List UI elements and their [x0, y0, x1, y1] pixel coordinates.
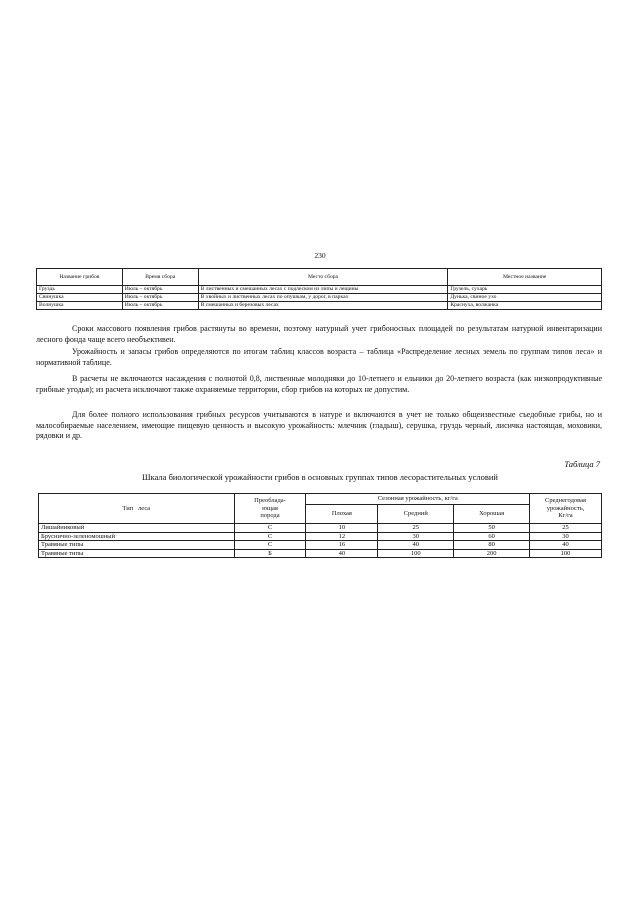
header-collection-time: Время сбора [122, 269, 198, 286]
cell-name: Груздь [37, 286, 123, 294]
table-header-row [39, 494, 602, 505]
header-good: Хорошая [454, 505, 530, 524]
cell-name: Свинушка [37, 294, 123, 302]
cell-name: Волнушка [37, 302, 123, 310]
table-label: Таблица 7 [564, 459, 600, 469]
header-collection-place: Место сбора [198, 269, 448, 286]
header-dominant-species: Преоблада- ющая порода [234, 494, 306, 524]
cell-poor: 40 [306, 549, 378, 558]
table-row [37, 286, 602, 294]
cell-good: 200 [454, 549, 530, 558]
cell-medium: 30 [378, 532, 454, 541]
table-row [37, 302, 602, 310]
cell-medium: 25 [378, 524, 454, 533]
paragraph: Урожайность и запасы грибов определяются по итогам таблиц классов возраста – таблица «Распределение лесных земель по группам типов леса» и нормативной таблице. [36, 347, 602, 367]
paragraph: Сроки массового появления грибов растянуты во времени, поэтому натурный учет грибоносных площадей по результатам натурной инвентаризации лесного фонда чаще всего необъективен. [36, 324, 602, 344]
table-row [39, 532, 602, 541]
cell-poor: 10 [306, 524, 378, 533]
header-forest-type: Тип леса [39, 494, 235, 524]
cell-place: В лиственных и смешанных лесах с подлеском из липы и лещины [198, 286, 448, 294]
cell-time: Июль – октябрь [122, 286, 198, 294]
cell-forest-type: Травяные типы [39, 549, 235, 558]
cell-average: 100 [530, 549, 602, 558]
page-number: 230 [314, 251, 326, 260]
table-row [39, 524, 602, 533]
header-medium: Средний [378, 505, 454, 524]
cell-good: 80 [454, 541, 530, 550]
table-title: Шкала биологической урожайности грибов в основных группах типов лесорастительных условий [142, 472, 498, 482]
table-row [39, 541, 602, 550]
yield-scale-table [38, 493, 602, 558]
cell-poor: 12 [306, 532, 378, 541]
cell-local-name: Дунька, свиное ухо [448, 294, 602, 302]
cell-average: 40 [530, 541, 602, 550]
cell-time: Июль – октябрь [122, 302, 198, 310]
cell-poor: 16 [306, 541, 378, 550]
cell-place: В хвойных и лиственных лесах по опушкам, у дорог, в парках [198, 294, 448, 302]
header-poor: Плохая [306, 505, 378, 524]
header-seasonal-yield: Сезонная урожайность, кг/га [306, 494, 530, 505]
cell-species: Б [234, 549, 306, 558]
cell-species: С [234, 524, 306, 533]
cell-time: Июль – октябрь [122, 294, 198, 302]
paragraph: В расчеты не включаются насаждения с полнотой 0,8, лиственные молодняки до 10-летнего и ельники до 20-летнего возраста (как низкопродуктивные грибные угодья); из расчета исключают также охраняемые территории, сбор грибов на которых не допустим. [36, 374, 602, 394]
cell-species: С [234, 541, 306, 550]
cell-species: С [234, 532, 306, 541]
mushroom-names-table [36, 268, 602, 310]
cell-forest-type: Бруснично-зеленомошный [39, 532, 235, 541]
cell-average: 25 [530, 524, 602, 533]
header-average-yield: Среднегодовая урожайность, Кг/га [530, 494, 602, 524]
table-header-row [37, 269, 602, 286]
cell-good: 60 [454, 532, 530, 541]
header-local-name: Местное название [448, 269, 602, 286]
paragraph: Для более полного использования грибных ресурсов учитываются в натуре и включаются в учет не только общеизвестные съедобные грибы, но и малособираемые населением, имеющие пищевую ценность и высокую урожайность: млечник (гладыш), серушка, груздь черный, лисичка настоящая, моховики, рядовки и др. [36, 410, 602, 440]
cell-average: 30 [530, 532, 602, 541]
cell-medium: 40 [378, 541, 454, 550]
cell-medium: 100 [378, 549, 454, 558]
cell-local-name: Краснуха, волжанка [448, 302, 602, 310]
table-row [39, 549, 602, 558]
cell-good: 50 [454, 524, 530, 533]
table-row [37, 294, 602, 302]
header-mushroom-name: Название грибов [37, 269, 123, 286]
cell-place: В смешанных и березовых лесах [198, 302, 448, 310]
cell-local-name: Грузель, сухарь [448, 286, 602, 294]
cell-forest-type: Лишайниковый [39, 524, 235, 533]
cell-forest-type: Травяные типы [39, 541, 235, 550]
